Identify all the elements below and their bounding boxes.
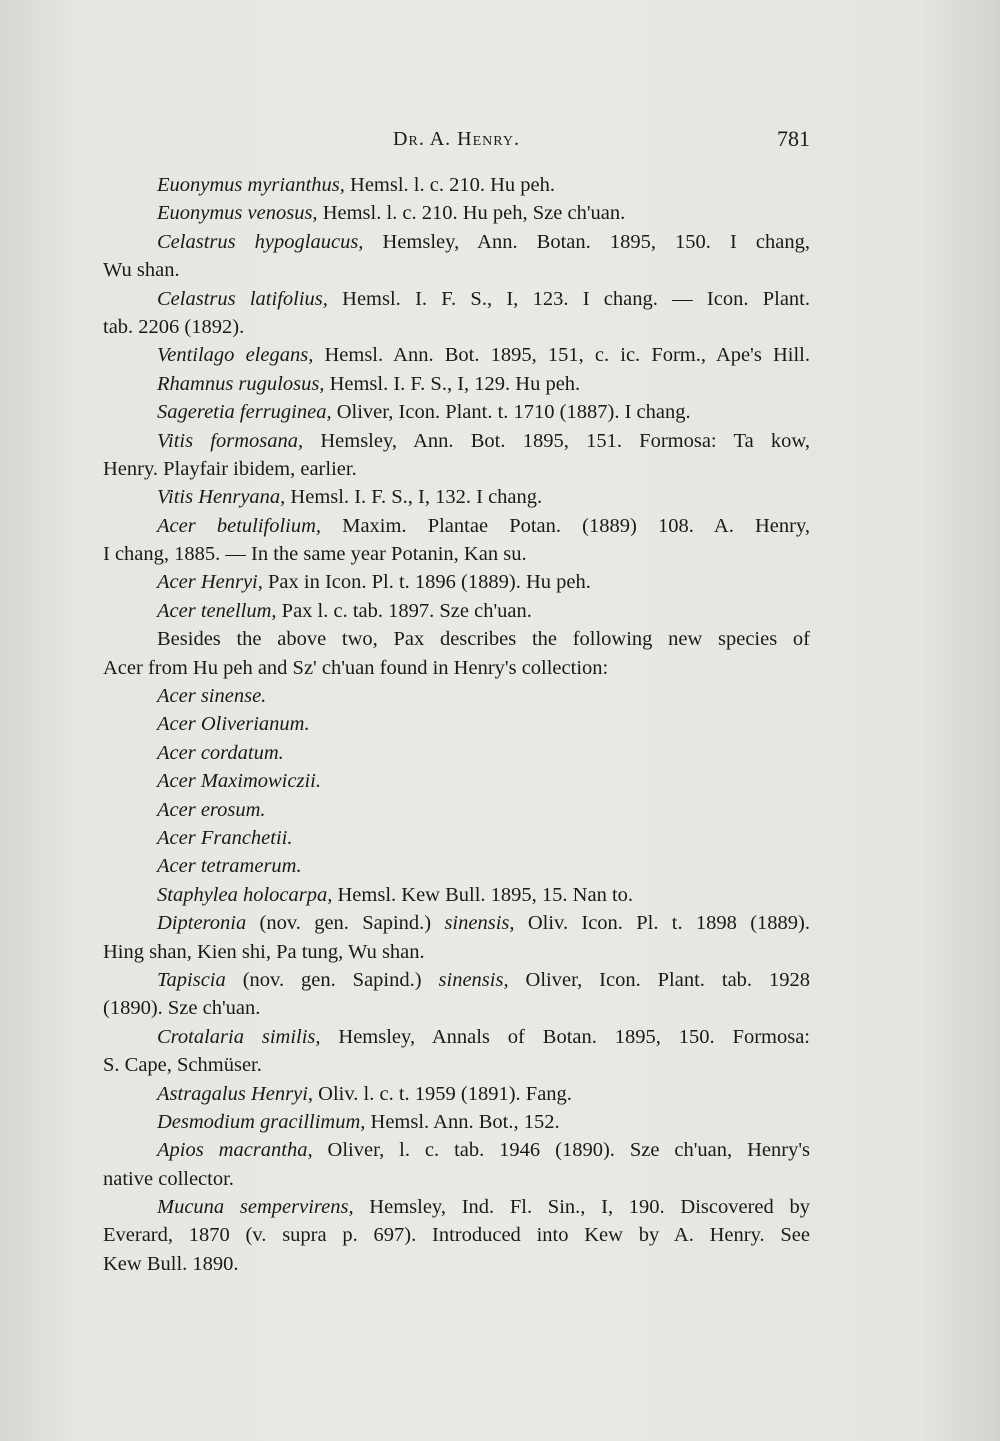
text-run: Kew Bull. 1890. xyxy=(103,1252,239,1275)
text-run: Hemsl. I. F. S., I, 129. Hu peh. xyxy=(324,372,581,395)
text-run: Wu shan. xyxy=(103,259,180,282)
text-line xyxy=(103,285,810,313)
italic-taxon-name: sinensis, xyxy=(438,968,509,991)
text-run: Henry. Playfair ibidem, earlier. xyxy=(103,457,357,480)
text-line xyxy=(103,796,810,824)
text-run: native collector. xyxy=(103,1167,234,1190)
italic-taxon-name: Acer betulifolium, xyxy=(157,514,322,537)
italic-taxon-name: Vitis formosana, xyxy=(157,429,304,452)
text-run: Hemsl. Ann. Bot. 1895, 151, c. ic. Form., Ape's Hill. xyxy=(313,344,810,367)
text-line xyxy=(103,1136,810,1164)
text-line xyxy=(103,341,810,369)
text-line xyxy=(103,654,810,682)
text-run: tab. 2206 (1892). xyxy=(103,315,245,338)
text-line xyxy=(103,512,810,540)
text-line xyxy=(103,682,810,710)
text-run: Hemsley, Ann. Bot. 1895, 151. Formosa: Ta kow, xyxy=(303,429,810,452)
italic-taxon-name: Celastrus latifolius, xyxy=(157,287,328,310)
italic-taxon-name: Sageretia ferruginea, xyxy=(157,401,332,424)
text-line xyxy=(103,938,810,966)
italic-taxon-name: Desmodium gracillimum, xyxy=(157,1110,366,1133)
text-run: (nov. gen. Sapind.) xyxy=(225,968,439,991)
text-line xyxy=(103,1221,810,1249)
text-run: Hemsl. I. F. S., I, 123. I chang. — Icon. Plant. xyxy=(327,287,810,310)
text-line xyxy=(103,881,810,909)
text-line xyxy=(103,483,810,511)
text-line xyxy=(103,228,810,256)
text-run: Acer from Hu peh and Sz' ch'uan found in Henry's collection: xyxy=(103,656,609,679)
text-run: Hemsley, Ann. Botan. 1895, 150. I chang, xyxy=(363,230,810,253)
italic-taxon-name: Acer Henryi, xyxy=(157,571,263,594)
text-run: Everard, 1870 (v. supra p. 697). Introduced into Kew by A. Henry. See xyxy=(103,1224,810,1247)
text-run: (nov. gen. Sapind.) xyxy=(246,912,445,935)
italic-taxon-name: Vitis Henryana, xyxy=(157,486,286,509)
italic-taxon-name: Crotalaria similis, xyxy=(157,1025,321,1048)
text-line xyxy=(103,597,810,625)
text-run: Oliver, Icon. Plant. tab. 1928 xyxy=(508,968,810,991)
italic-taxon-name: Acer tetramerum. xyxy=(157,855,302,878)
italic-taxon-name: Mucuna sempervirens, xyxy=(157,1196,354,1219)
italic-taxon-name: Acer cordatum. xyxy=(157,741,284,764)
text-run: Hemsley, Annals of Botan. 1895, 150. Formosa: xyxy=(320,1025,810,1048)
text-line xyxy=(103,1193,810,1221)
text-run: Hing shan, Kien shi, Pa tung, Wu shan. xyxy=(103,940,425,963)
text-run: Oliv. l. c. t. 1959 (1891). Fang. xyxy=(313,1082,572,1105)
text-run: S. Cape, Schmüser. xyxy=(103,1054,262,1077)
text-line xyxy=(103,568,810,596)
text-run: Oliver, l. c. tab. 1946 (1890). Sze ch'uan, Henry's xyxy=(312,1139,810,1162)
text-line xyxy=(103,710,810,738)
text-line xyxy=(103,909,810,937)
italic-taxon-name: Dipteronia xyxy=(157,912,247,935)
text-line xyxy=(103,767,810,795)
text-line xyxy=(103,313,810,341)
text-line xyxy=(103,739,810,767)
text-line xyxy=(103,171,810,199)
italic-taxon-name: Acer Franchetii. xyxy=(157,826,293,849)
text-run: Hemsl. Kew Bull. 1895, 15. Nan to. xyxy=(332,883,634,906)
text-run: Hemsl. Ann. Bot., 152. xyxy=(365,1110,560,1133)
italic-taxon-name: Euonymus myrianthus, xyxy=(157,174,345,196)
text-run: Oliv. Icon. Pl. t. 1898 (1889). xyxy=(514,912,810,935)
italic-taxon-name: Apios macrantha, xyxy=(157,1139,313,1162)
text-run: Hemsley, Ind. Fl. Sin., I, 190. Discovered by xyxy=(353,1196,810,1219)
body-text xyxy=(103,171,810,1278)
text-run: Hemsl. l. c. 210. Hu peh, Sze ch'uan. xyxy=(317,202,626,225)
italic-taxon-name: Tapiscia xyxy=(157,968,226,991)
text-run: Oliver, Icon. Plant. t. 1710 (1887). I chang. xyxy=(331,401,691,424)
text-line xyxy=(103,824,810,852)
italic-taxon-name: Acer Oliverianum. xyxy=(157,713,310,736)
text-line xyxy=(103,398,810,426)
text-line xyxy=(103,370,810,398)
italic-taxon-name: Acer sinense. xyxy=(157,685,267,708)
text-line xyxy=(103,994,810,1022)
page-number: 781 xyxy=(777,126,810,151)
italic-taxon-name: sinensis, xyxy=(444,912,515,935)
italic-taxon-name: Ventilago elegans, xyxy=(157,344,314,367)
text-line xyxy=(103,1051,810,1079)
text-line xyxy=(103,1250,810,1278)
italic-taxon-name: Acer erosum. xyxy=(157,798,266,821)
italic-taxon-name: Acer tenellum, xyxy=(157,599,277,622)
italic-taxon-name: Acer Maximowiczii. xyxy=(157,770,321,793)
text-line xyxy=(103,625,810,653)
text-line xyxy=(103,1080,810,1108)
italic-taxon-name: Astragalus Henryi, xyxy=(157,1082,314,1105)
text-line xyxy=(103,852,810,880)
text-run: Maxim. Plantae Potan. (1889) 108. A. Henry, xyxy=(321,514,810,537)
text-line xyxy=(103,1023,810,1051)
text-run: Pax in Icon. Pl. t. 1896 (1889). Hu peh. xyxy=(262,571,591,594)
text-run: Hemsl. l. c. 210. Hu peh. xyxy=(344,174,556,196)
text-line xyxy=(103,199,810,227)
text-run: Besides the above two, Pax describes the following new species of xyxy=(157,628,810,651)
italic-taxon-name: Euonymus venosus, xyxy=(157,202,318,225)
text-line xyxy=(103,966,810,994)
text-line xyxy=(103,427,810,455)
text-run: Pax l. c. tab. 1897. Sze ch'uan. xyxy=(276,599,532,622)
text-line xyxy=(103,455,810,483)
text-line xyxy=(103,1108,810,1136)
text-run: I chang, 1885. — In the same year Potanin, Kan su. xyxy=(103,543,527,566)
page-header xyxy=(103,126,810,156)
text-run: Hemsl. I. F. S., I, 132. I chang. xyxy=(285,486,543,509)
text-line xyxy=(103,540,810,568)
italic-taxon-name: Celastrus hypoglaucus, xyxy=(157,230,364,253)
text-line xyxy=(103,256,810,284)
italic-taxon-name: Rhamnus rugulosus, xyxy=(157,372,325,395)
running-head: Dr. A. Henry. xyxy=(393,128,520,150)
text-line xyxy=(103,1165,810,1193)
text-run: (1890). Sze ch'uan. xyxy=(103,997,261,1020)
italic-taxon-name: Staphylea holocarpa, xyxy=(157,883,333,906)
